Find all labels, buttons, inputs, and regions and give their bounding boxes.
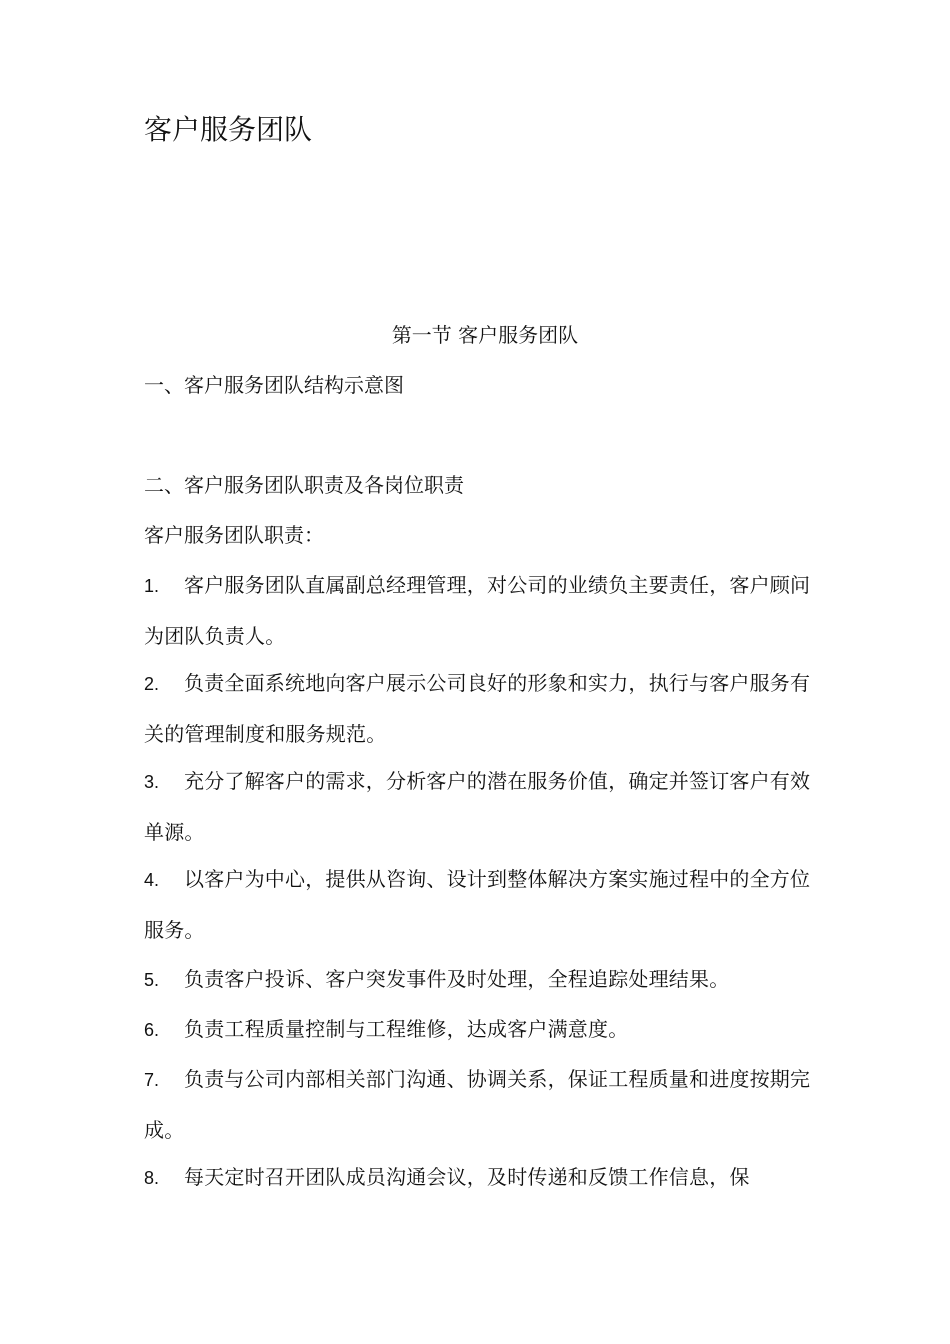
list-item-number: 1. [144, 576, 160, 596]
list-item [144, 854, 814, 955]
list-item-text: 负责全面系统地向客户展示公司良好的形象和实力，执行与客户服务有关的管理制度和服务规范。 [144, 671, 811, 746]
list-item [144, 560, 814, 661]
list-item-number: 8. [144, 1168, 160, 1188]
list-item-text: 充分了解客户的需求，分析客户的潜在服务价值，确定并签订客户有效单源。 [144, 769, 811, 844]
list-item-number: 2. [144, 674, 160, 694]
list-item [144, 1152, 814, 1203]
list-item-number: 6. [144, 1020, 160, 1040]
heading-duties: 二、客户服务团队职责及各岗位职责 [144, 473, 464, 497]
list-item-text: 每天定时召开团队成员沟通会议，及时传递和反馈工作信息，保 [184, 1165, 750, 1189]
list-item [144, 756, 814, 857]
list-item-number: 4. [144, 870, 160, 890]
list-item-number: 7. [144, 1070, 160, 1090]
document-title: 客户服务团队 [144, 113, 313, 146]
list-item-number: 5. [144, 970, 160, 990]
list-item-text: 负责工程质量控制与工程维修，达成客户满意度。 [184, 1017, 629, 1041]
list-item-text: 以客户为中心，提供从咨询、设计到整体解决方案实施过程中的全方位服务。 [144, 867, 811, 942]
list-item-text: 负责与公司内部相关部门沟通、协调关系，保证工程质量和进度按期完成。 [144, 1067, 811, 1142]
heading-structure: 一、客户服务团队结构示意图 [144, 373, 404, 397]
duties-label: 客户服务团队职责： [144, 523, 324, 547]
list-item [144, 954, 814, 1005]
list-item [144, 1054, 814, 1155]
list-item-text: 负责客户投诉、客户突发事件及时处理，全程追踪处理结果。 [184, 967, 730, 991]
list-item-number: 3. [144, 772, 160, 792]
list-item [144, 658, 814, 759]
section-title: 第一节 客户服务团队 [391, 323, 579, 347]
list-item [144, 1004, 814, 1055]
list-item-text: 客户服务团队直属副总经理管理，对公司的业绩负主要责任，客户顾问为团队负责人。 [144, 573, 811, 648]
